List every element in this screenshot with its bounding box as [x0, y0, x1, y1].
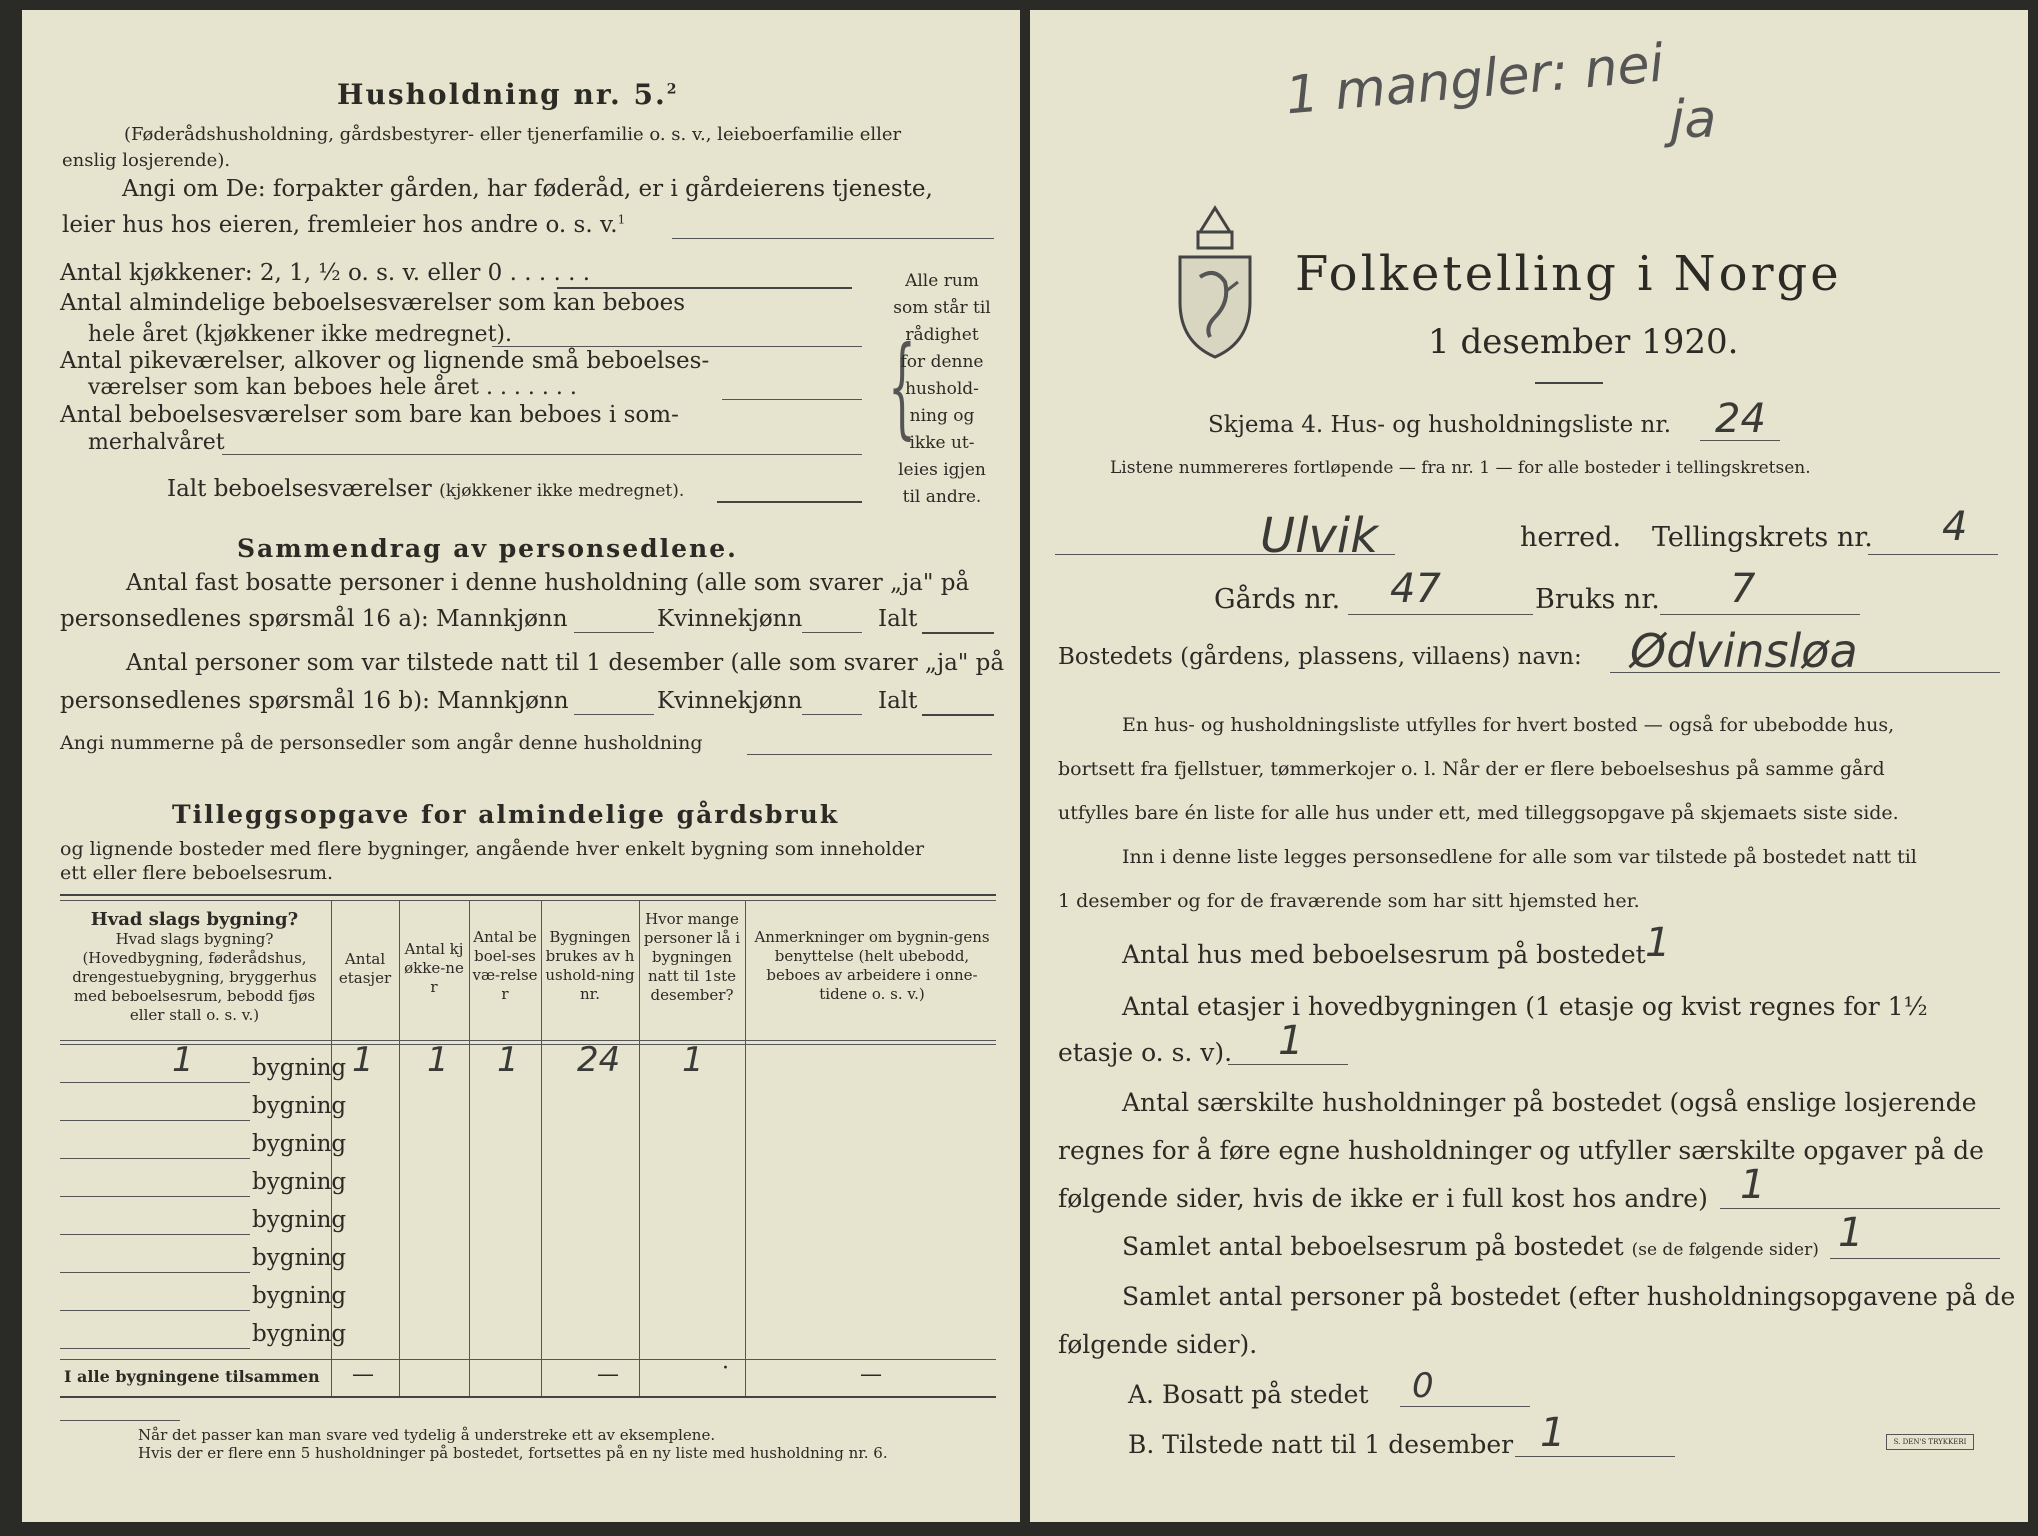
- etasjer-line-2: etasje o. s. v).: [1058, 1038, 1233, 1067]
- saerskilte-line-3: følgende sider, hvis de ikke er i full kost hos andre): [1058, 1184, 1708, 1213]
- angi-line-1: Angi om De: forpakter gården, har føderåd, er i gårdeierens tjeneste,: [122, 176, 933, 202]
- husholdning-desc: (Føderådshusholdning, gårdsbestyrer- eller tjenerfamilie o. s. v., leieboerfamilie eller: [124, 124, 902, 145]
- listene-note: Listene nummereres fortløpende — fra nr. 1 — for alle bosteder i tellingskretsen.: [1110, 458, 1811, 478]
- tilstede-line-1: Antal personer som var tilstede natt til 1 desember (alle som svarer „ja" på: [126, 650, 1005, 676]
- bruks-label: Bruks nr.: [1535, 584, 1660, 615]
- samlet-rum-value: 1: [1838, 1210, 1864, 1256]
- tellingskrets-label: Tellingskrets nr.: [1652, 522, 1873, 553]
- th-kjokkener: Antal kjøkke-ner: [404, 940, 464, 996]
- samlet-pers-line-2: følgende sider).: [1058, 1330, 1258, 1359]
- handwritten-note-2: ja: [1670, 90, 1717, 150]
- saerskilte-line-2: regnes for å føre egne husholdninger og utfyller særskilte opgaver på de: [1058, 1136, 1984, 1165]
- ialt-label-2: Ialt: [878, 688, 918, 714]
- instr-4: Inn i denne liste legges personsedlene for alle som var tilstede på bostedet natt til: [1122, 846, 1917, 868]
- right-page: [1030, 10, 2028, 1522]
- pike-1: Antal pikeværelser, alkover og lignende små beboelses-: [60, 348, 710, 374]
- th-etasjer: Antal etasjer: [338, 950, 392, 987]
- th-personer: Hvor mange personer lå i bygningen natt til 1ste desember?: [643, 910, 741, 1004]
- bostedets-value: Ødvinsløa: [1630, 624, 1858, 678]
- herred-value: Ulvik: [1260, 508, 1379, 564]
- bruks-value: 7: [1730, 566, 1756, 612]
- coat-of-arms-icon: [1170, 202, 1260, 366]
- instr-1: En hus- og husholdningsliste utfylles for hvert bosted — også for ubebodde hus,: [1122, 714, 1895, 736]
- page-title: Folketelling i Norge: [1295, 246, 1842, 302]
- th-husholdning: Bygningen brukes av hushold-ning nr.: [545, 928, 635, 1003]
- footnote-1: Når det passer kan man svare ved tydelig å understreke ett av eksemplene.: [138, 1426, 716, 1444]
- side-note-brace: {: [888, 322, 916, 450]
- gards-value: 47: [1390, 566, 1441, 612]
- kjokkener: Antal kjøkkener: 2, 1, ½ o. s. v. eller 0 . . . . . .: [60, 260, 591, 286]
- ialt-label: Ialt beboelsesværelser (kjøkkener ikke medregnet).: [167, 476, 685, 502]
- saerskilte-value: 1: [1740, 1162, 1766, 1208]
- page-fold: [1020, 10, 1030, 1522]
- tilstede-line-2: personsedlenes spørsmål 16 b): Mannkjønn: [60, 688, 569, 714]
- handwritten-note-1: 1 mangler: nei: [1283, 33, 1667, 127]
- nummerne: Angi nummerne på de personsedler som angår denne husholdning: [60, 732, 703, 754]
- kvinne-label-2: Kvinnekjønn: [657, 688, 803, 714]
- instr-3: utfylles bare én liste for alle hus under ett, med tilleggsopgave på skjemaets siste side.: [1058, 802, 1899, 824]
- husholdning-title: Husholdning nr. 5.$^2$: [337, 78, 679, 111]
- instr-5: 1 desember og for de fraværende som har sitt hjemsted her.: [1058, 890, 1640, 912]
- left-page: Husholdning nr. 5.$^2$ (Føderådshusholdning, gårdsbestyrer- eller tjenerfamilie o. s. v., leieboerfamilie eller enslig losjerende). Angi om De: forpakter gården, har føderåd, er i gårdeierens tjeneste, leier hus hos eieren, fremleier hos andre o. s. v.$^1$ Antal kjøkkener: 2, 1, ½ o. s. v. eller 0 . . . . . . Antal almindelige beboelsesværelser som kan beboes hele året (kjøkkener ikke medregnet). Antal pikeværelser, alkover og lignende små beboelses- værelser som kan beboes hele året . . . . . . . Antal beboelsesværelser som bare kan beboes i som- merhalvåret Ialt beboelsesværelser (kjøkkener ikke medregnet). { Alle rum som står til rådighet for denne hushold- ning og ikke ut- leies igjen til andre. Sammendrag av personsedlene. Antal fast bosatte personer i denne husholdning (alle som svarer „ja" på personsedlenes spørsmål 16 a): Mannkjønn Kvinnekjønn Ialt Antal personer som var tilstede natt til 1 desember (alle som svarer „ja" på personsedlenes spørsmål 16 b): Mannkjønn Kvinnekjønn Ialt Angi nummerne på de personsedler som angår denne husholdning Tilleggsopgave for almindelige gårdsbruk og lignende bosteder med flere bygninger, angående hver enkelt bygning som inneholder ett eller flere beboelsesrum. Hvad slags bygning? Hvad slags bygning? (Hovedbygning, føderådshus, drengestuebygning, bryggerhus med beboelsesrum, bebodd fjøs eller stall o. s. v.) Antal etasjer Antal kjøkke-ner Antal beboel-sesvæ-relser Bygningen brukes av hushold-ning nr. Hvor mange personer lå i bygningen natt til 1ste desember? Anmerkninger om bygnin-gens benyttelse (helt ubebodd, beboes av arbeidere i onne-tidene o. s. v.) 1 bygning 1 1 1 24 1 bygning bygning bygning bygning bygning bygning bygning I alle bygningene tilsammen — — · — Når det passer kan man svare ved tydelig å understreke ett av eksemplene. Hvis der er flere enn 5 husholdninger på bostedet, fortsettes på en ny liste med husholdning nr. 6.: [22, 10, 1020, 1522]
- th-anmerkninger: Anmerkninger om bygnin-gens benyttelse (helt ubebodd, beboes av arbeidere i onne-tidene o. s. v.): [754, 928, 990, 1003]
- alm-1: Antal almindelige beboelsesværelser som kan beboes: [60, 290, 686, 316]
- husholdning-desc-2: enslig losjerende).: [62, 150, 231, 171]
- fast-line-2: personsedlenes spørsmål 16 a): Mannkjønn: [60, 606, 568, 632]
- fast-line-1: Antal fast bosatte personer i denne husholdning (alle som svarer „ja" på: [126, 570, 970, 596]
- saerskilte-line-1: Antal særskilte husholdninger på bostedet (også enslige losjerende: [1122, 1088, 1977, 1117]
- etasjer-value: 1: [1278, 1018, 1304, 1064]
- gards-label: Gårds nr.: [1214, 584, 1341, 615]
- skjema-nr: 24: [1715, 396, 1766, 442]
- skjema-label: Skjema 4. Hus- og husholdningsliste nr.: [1208, 412, 1672, 438]
- side-note: Alle rum som står til rådighet for denne hushold- ning og ikke ut- leies igjen til andre.: [893, 271, 991, 507]
- alm-2: hele året (kjøkkener ikke medregnet).: [88, 322, 512, 347]
- herred-label: herred.: [1520, 522, 1622, 553]
- printer-stamp: S. DEN'S TRYKKERI: [1886, 1434, 1974, 1450]
- antal-hus-value: 1: [1645, 920, 1671, 966]
- tillegg-2: ett eller flere beboelsesrum.: [60, 862, 334, 884]
- th-bygning: Hvad slags bygning? Hvad slags bygning? (Hovedbygning, føderådshus, drengestuebygning, bryggerhus med beboelsesrum, bebodd fjøs eller stall o. s. v.): [72, 909, 317, 1024]
- samlet-rum-label: Samlet antal beboelsesrum på bostedet (se de følgende sider): [1122, 1232, 1819, 1261]
- instr-2: bortsett fra fjellstuer, tømmerkojer o. l. Når der er flere beboelseshus på samme gård: [1058, 758, 1885, 780]
- bosatt-label: A. Bosatt på stedet: [1128, 1380, 1369, 1409]
- bostedets-label: Bostedets (gårdens, plassens, villaens) navn:: [1058, 644, 1582, 670]
- tillegg-title: Tilleggsopgave for almindelige gårdsbruk: [172, 800, 840, 829]
- samlet-pers-line-1: Samlet antal personer på bostedet (efter husholdningsopgavene på de: [1122, 1282, 2016, 1311]
- sommer-1: Antal beboelsesværelser som bare kan beboes i som-: [60, 402, 679, 428]
- sommer-2: merhalvåret: [88, 430, 225, 455]
- tilstede-value: 1: [1540, 1410, 1566, 1456]
- footnote-2: Hvis der er flere enn 5 husholdninger på bostedet, fortsettes på en ny liste med husholdning nr. 6.: [138, 1444, 888, 1462]
- sammendrag-title: Sammendrag av personsedlene.: [237, 534, 738, 563]
- angi-line-2: leier hus hos eieren, fremleier hos andre o. s. v.$^1$: [62, 212, 626, 238]
- pike-2: værelser som kan beboes hele året . . . . . . .: [88, 375, 577, 400]
- census-date: 1 desember 1920.: [1428, 322, 1739, 362]
- ialt-label-1: Ialt: [878, 606, 918, 632]
- tellingskrets-value: 4: [1942, 504, 1968, 550]
- th-vaerelser: Antal beboel-sesvæ-relser: [472, 928, 538, 1003]
- kvinne-label-1: Kvinnekjønn: [657, 606, 803, 632]
- etasjer-line-1: Antal etasjer i hovedbygningen (1 etasje og kvist regnes for 1½: [1122, 992, 1928, 1021]
- antal-hus-label: Antal hus med beboelsesrum på bostedet: [1122, 940, 1646, 969]
- bosatt-value: 0: [1412, 1366, 1434, 1406]
- tillegg-1: og lignende bosteder med flere bygninger, angående hver enkelt bygning som inneholder: [60, 838, 925, 860]
- tilstede-label: B. Tilstede natt til 1 desember: [1128, 1430, 1514, 1459]
